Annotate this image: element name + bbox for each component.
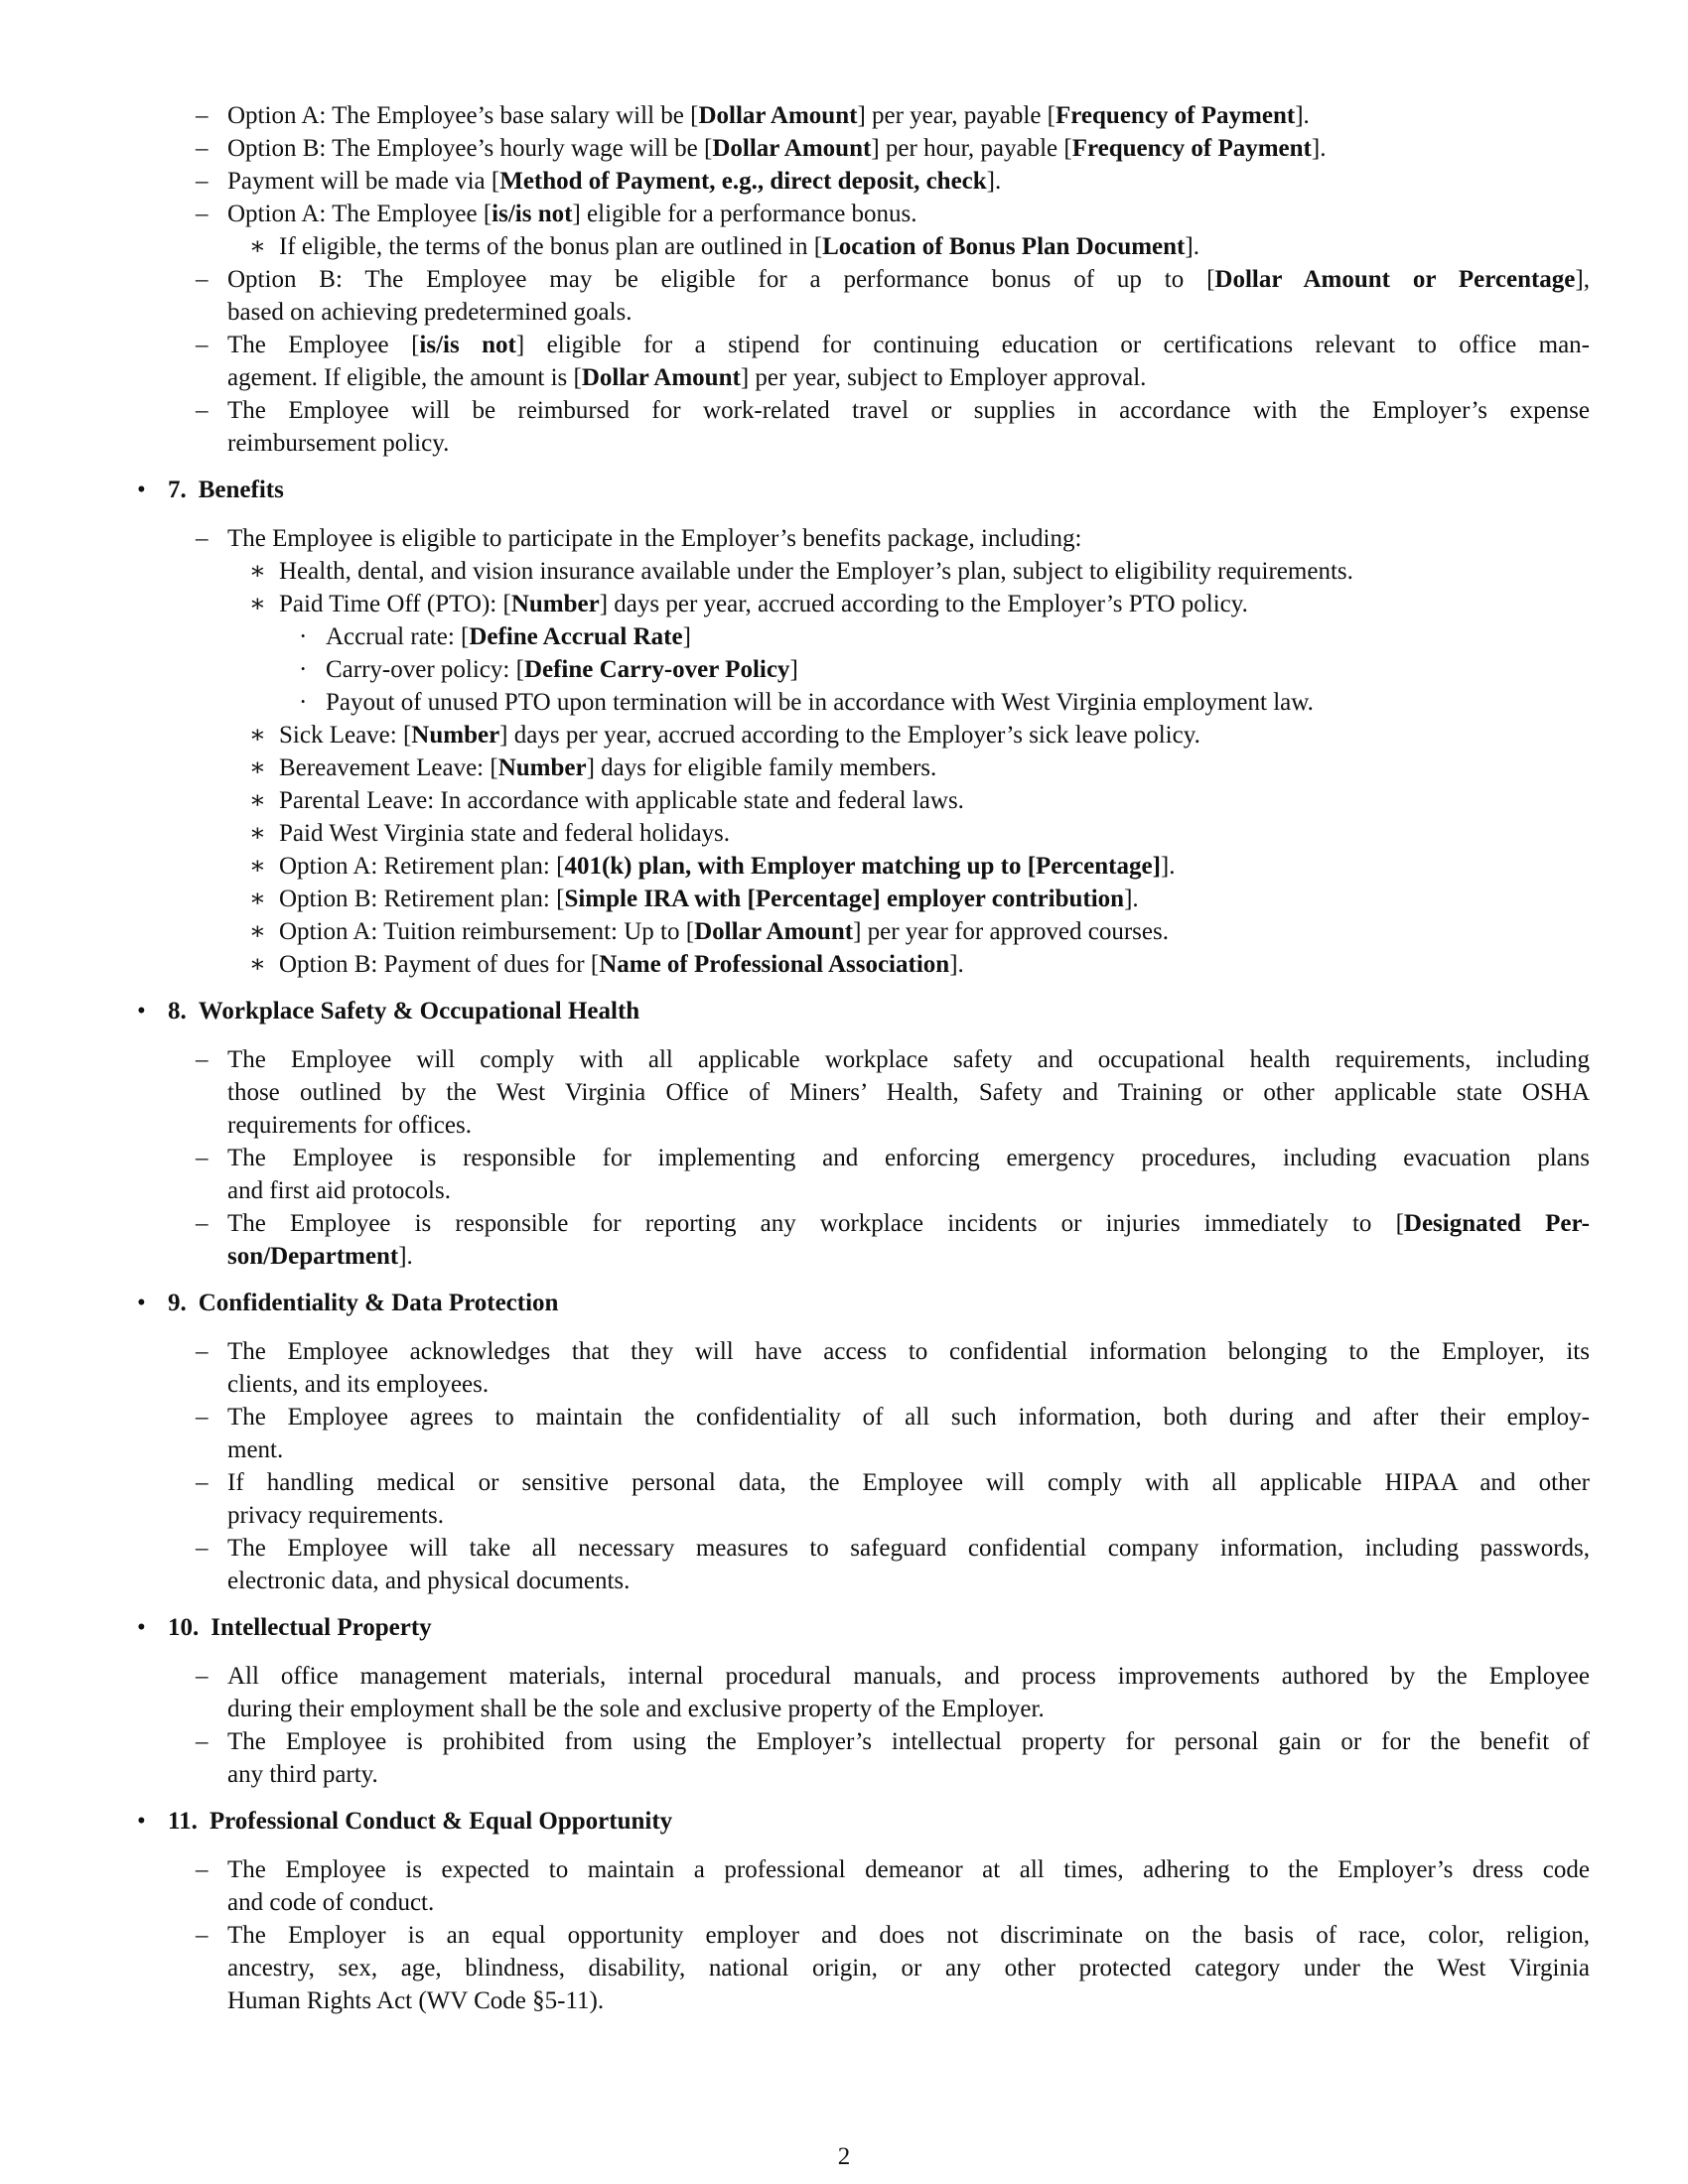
- dash-marker: –: [196, 1145, 209, 1171]
- safety-reporting: – The Employee is responsible for reporting any workplace incidents or injuries immediately to [Designated Per- son/Department].: [132, 1207, 1590, 1273]
- dash-marker: –: [196, 1535, 209, 1562]
- benefit-sick-leave: ∗ Sick Leave: [Number] days per year, accrued according to the Employer’s sick leave policy.: [132, 719, 1590, 751]
- star-marker: ∗: [249, 853, 266, 880]
- dash-marker: –: [196, 332, 209, 358]
- payment-method: – Payment will be made via [Method of Payment, e.g., direct deposit, check].: [132, 165, 1590, 198]
- safety-emergency: – The Employee is responsible for implementing and enforcing emergency procedures, including evacuation plans and first aid protocols.: [132, 1142, 1590, 1207]
- dash-marker: –: [196, 168, 209, 195]
- star-marker: ∗: [249, 951, 266, 978]
- education-stipend: – The Employee [is/is not] eligible for a stipend for continuing education or certifications relevant to office man- agement. If eligible, the amount is [Dollar Amount] per year, subject to Employer approval.: [132, 329, 1590, 394]
- confidentiality-access: – The Employee acknowledges that they will have access to confidential information belonging to the Employer, its clients, and its employees.: [132, 1335, 1590, 1401]
- benefits-intro: – The Employee is eligible to participate in the Employer’s benefits package, including:: [132, 522, 1590, 555]
- dash-marker: –: [196, 1856, 209, 1883]
- bonus-option-a: – Option A: The Employee [is/is not] eligible for a performance bonus.: [132, 198, 1590, 230]
- star-marker: ∗: [249, 787, 266, 814]
- section-heading-safety: • 8. Workplace Safety & Occupational Health: [132, 995, 1590, 1027]
- benefit-parental-leave: ∗ Parental Leave: In accordance with applicable state and federal laws.: [132, 784, 1590, 817]
- star-marker: ∗: [249, 591, 266, 617]
- safety-compliance: – The Employee will comply with all applicable workplace safety and occupational health requirements, including those outlined by the West Virginia Office of Miners’ Health, Safety and Training or other applicable state OSHA requirements for offices.: [132, 1043, 1590, 1142]
- bullet-marker: •: [137, 1808, 146, 1835]
- star-marker: ∗: [249, 820, 266, 847]
- section-heading-confidentiality: • 9. Confidentiality & Data Protection: [132, 1287, 1590, 1319]
- dash-marker: –: [196, 1469, 209, 1496]
- bullet-marker: •: [137, 1614, 146, 1641]
- section-heading-benefits: • 7. Benefits: [132, 474, 1590, 506]
- dash-marker: –: [196, 1338, 209, 1365]
- dash-marker: –: [196, 525, 209, 552]
- confidentiality-hipaa: – If handling medical or sensitive personal data, the Employee will comply with all applicable HIPAA and other privacy requirements.: [132, 1466, 1590, 1532]
- dash-marker: –: [196, 1663, 209, 1690]
- expense-reimbursement: – The Employee will be reimbursed for work-related travel or supplies in accordance with the Employer’s expense reimbursement policy.: [132, 394, 1590, 460]
- star-marker: ∗: [249, 754, 266, 781]
- conduct-demeanor: – The Employee is expected to maintain a professional demeanor at all times, adhering to the Employer’s dress code and code of conduct.: [132, 1853, 1590, 1919]
- pto-accrual-rate: · Accrual rate: [Define Accrual Rate]: [132, 620, 1590, 653]
- benefit-pto: ∗ Paid Time Off (PTO): [Number] days per year, accrued according to the Employer’s PTO policy.: [132, 588, 1590, 620]
- salary-option-a: – Option A: The Employee’s base salary will be [Dollar Amount] per year, payable [Frequency of Payment].: [132, 99, 1590, 132]
- star-marker: ∗: [249, 233, 266, 260]
- benefit-professional-dues: ∗ Option B: Payment of dues for [Name of Professional Association].: [132, 948, 1590, 981]
- pto-carryover: · Carry-over policy: [Define Carry-over Policy]: [132, 653, 1590, 686]
- star-marker: ∗: [249, 558, 266, 585]
- dash-marker: –: [196, 102, 209, 129]
- page-content: [132, 99, 1590, 2017]
- dot-marker: ·: [299, 689, 308, 716]
- bonus-option-b: – Option B: The Employee may be eligible for a performance bonus of up to [Dollar Amount or Percentage], based on achieving predetermined goals.: [132, 263, 1590, 329]
- benefit-retirement-b: ∗ Option B: Retirement plan: [Simple IRA with [Percentage] employer contribution].: [132, 883, 1590, 915]
- dash-marker: –: [196, 201, 209, 227]
- bonus-option-a-terms: ∗ If eligible, the terms of the bonus plan are outlined in [Location of Bonus Plan Document].: [132, 230, 1590, 263]
- dot-marker: ·: [299, 656, 308, 683]
- conduct-equal-opportunity: – The Employer is an equal opportunity employer and does not discriminate on the basis of race, color, religion, ancestry, sex, age, blindness, disability, national origin, or any other protected category under the West Virginia Human Rights Act (WV Code §5-11).: [132, 1919, 1590, 2017]
- bullet-marker: •: [137, 998, 146, 1024]
- benefit-health: ∗ Health, dental, and vision insurance available under the Employer’s plan, subject to eligibility requirements.: [132, 555, 1590, 588]
- dash-marker: –: [196, 1210, 209, 1237]
- ip-prohibited-use: – The Employee is prohibited from using the Employer’s intellectual property for personal gain or for the benefit of any third party.: [132, 1725, 1590, 1791]
- dash-marker: –: [196, 135, 209, 162]
- section-heading-intellectual-property: • 10. Intellectual Property: [132, 1611, 1590, 1644]
- star-marker: ∗: [249, 886, 266, 912]
- pto-payout: · Payout of unused PTO upon termination will be in accordance with West Virginia employment law.: [132, 686, 1590, 719]
- dot-marker: ·: [299, 623, 308, 650]
- benefit-retirement-a: ∗ Option A: Retirement plan: [401(k) plan, with Employer matching up to [Percentage]].: [132, 850, 1590, 883]
- bullet-marker: •: [137, 477, 146, 503]
- dash-marker: –: [196, 1046, 209, 1073]
- dash-marker: –: [196, 1728, 209, 1755]
- benefit-bereavement: ∗ Bereavement Leave: [Number] days for eligible family members.: [132, 751, 1590, 784]
- dash-marker: –: [196, 1922, 209, 1949]
- section-heading-conduct: • 11. Professional Conduct & Equal Opportunity: [132, 1805, 1590, 1838]
- ip-materials: – All office management materials, internal procedural manuals, and process improvements authored by the Employee during their employment shall be the sole and exclusive property of the Employer.: [132, 1660, 1590, 1725]
- hourly-option-b: – Option B: The Employee’s hourly wage will be [Dollar Amount] per hour, payable [Frequency of Payment].: [132, 132, 1590, 165]
- confidentiality-safeguard: – The Employee will take all necessary measures to safeguard confidential company information, including passwords, electronic data, and physical documents.: [132, 1532, 1590, 1597]
- bullet-marker: •: [137, 1290, 146, 1316]
- page-number: 2: [837, 2143, 851, 2170]
- star-marker: ∗: [249, 918, 266, 945]
- dash-marker: –: [196, 266, 209, 293]
- dash-marker: –: [196, 397, 209, 424]
- star-marker: ∗: [249, 722, 266, 749]
- benefit-holidays: ∗ Paid West Virginia state and federal holidays.: [132, 817, 1590, 850]
- benefit-tuition: ∗ Option A: Tuition reimbursement: Up to [Dollar Amount] per year for approved courses.: [132, 915, 1590, 948]
- confidentiality-maintain: – The Employee agrees to maintain the confidentiality of all such information, both during and after their employ- ment.: [132, 1401, 1590, 1466]
- dash-marker: –: [196, 1404, 209, 1431]
